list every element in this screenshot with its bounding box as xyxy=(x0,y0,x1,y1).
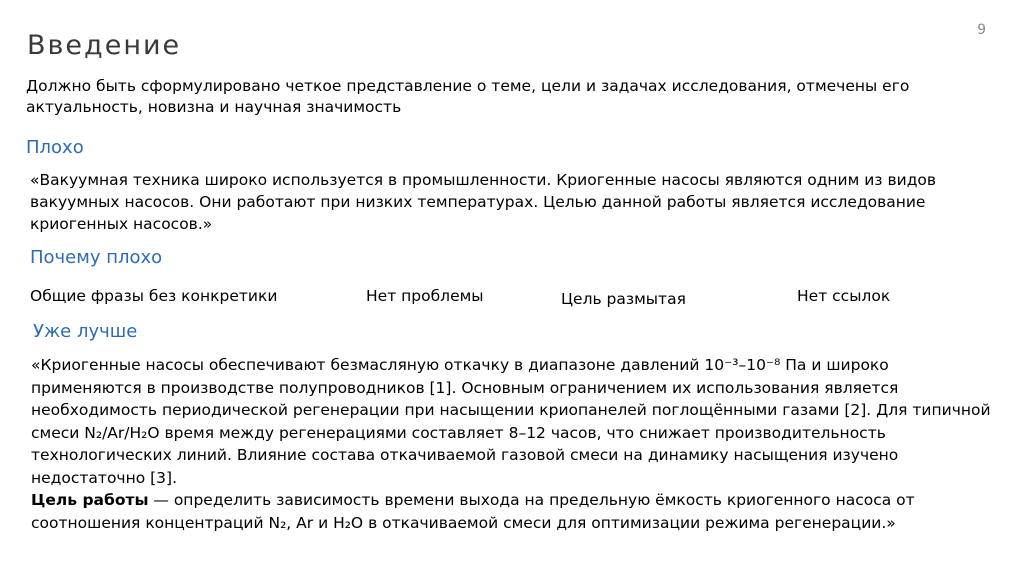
better-example-paragraph: «Криогенные насосы обеспечивают безмасляную откачку в диапазоне давлений 10⁻³–10⁻⁸ Па и широко применяются в производстве полупроводников [1]. Основным ограничением их использования является необходимость периодической регенерации при насыщении криопанелей поглощёнными газами [2]. Для типичной смеси N₂/Ar/H₂O время между регенерациями составляет 8–12 часов, что снижает производительность технологических линий. Влияние состава откачиваемой газовой смеси на динамику насыщения изучено недостаточно [3]. xyxy=(31,356,991,487)
better-example-text xyxy=(31,354,1001,534)
bad-example-quote: «Вакуумная техника широко используется в промышленности. Криогенные насосы являются одним из видов вакуумных насосов. Они работают при низких температурах. Целью данной работы является исследование криогенных насосов.» xyxy=(30,171,937,233)
page-number: 9 xyxy=(977,22,986,38)
better-example-heading: Уже лучше xyxy=(33,321,138,342)
why-bad-heading: Почему плохо xyxy=(30,247,163,268)
bad-example-heading: Плохо xyxy=(26,137,84,158)
page-title: Введение xyxy=(27,30,182,61)
reason-no-references: Нет ссылок xyxy=(797,287,891,305)
goal-paragraph xyxy=(31,489,1001,534)
intro-text: Должно быть сформулировано четкое представление о теме, цели и задачах исследования, отмечены его актуальность, новизна и научная значимость xyxy=(26,77,910,116)
reason-no-problem: Нет проблемы xyxy=(366,287,484,305)
reason-generic-phrases: Общие фразы без конкретики xyxy=(30,287,278,305)
goal-text: — определить зависимость времени выхода на предельную ёмкость криогенного насоса от соотношения концентраций N₂, Ar и H₂O в откачиваемой смеси для оптимизации режима регенерации.» xyxy=(31,491,915,532)
goal-label: Цель работы xyxy=(31,491,149,509)
reason-vague-goal: Цель размытая xyxy=(561,290,686,308)
